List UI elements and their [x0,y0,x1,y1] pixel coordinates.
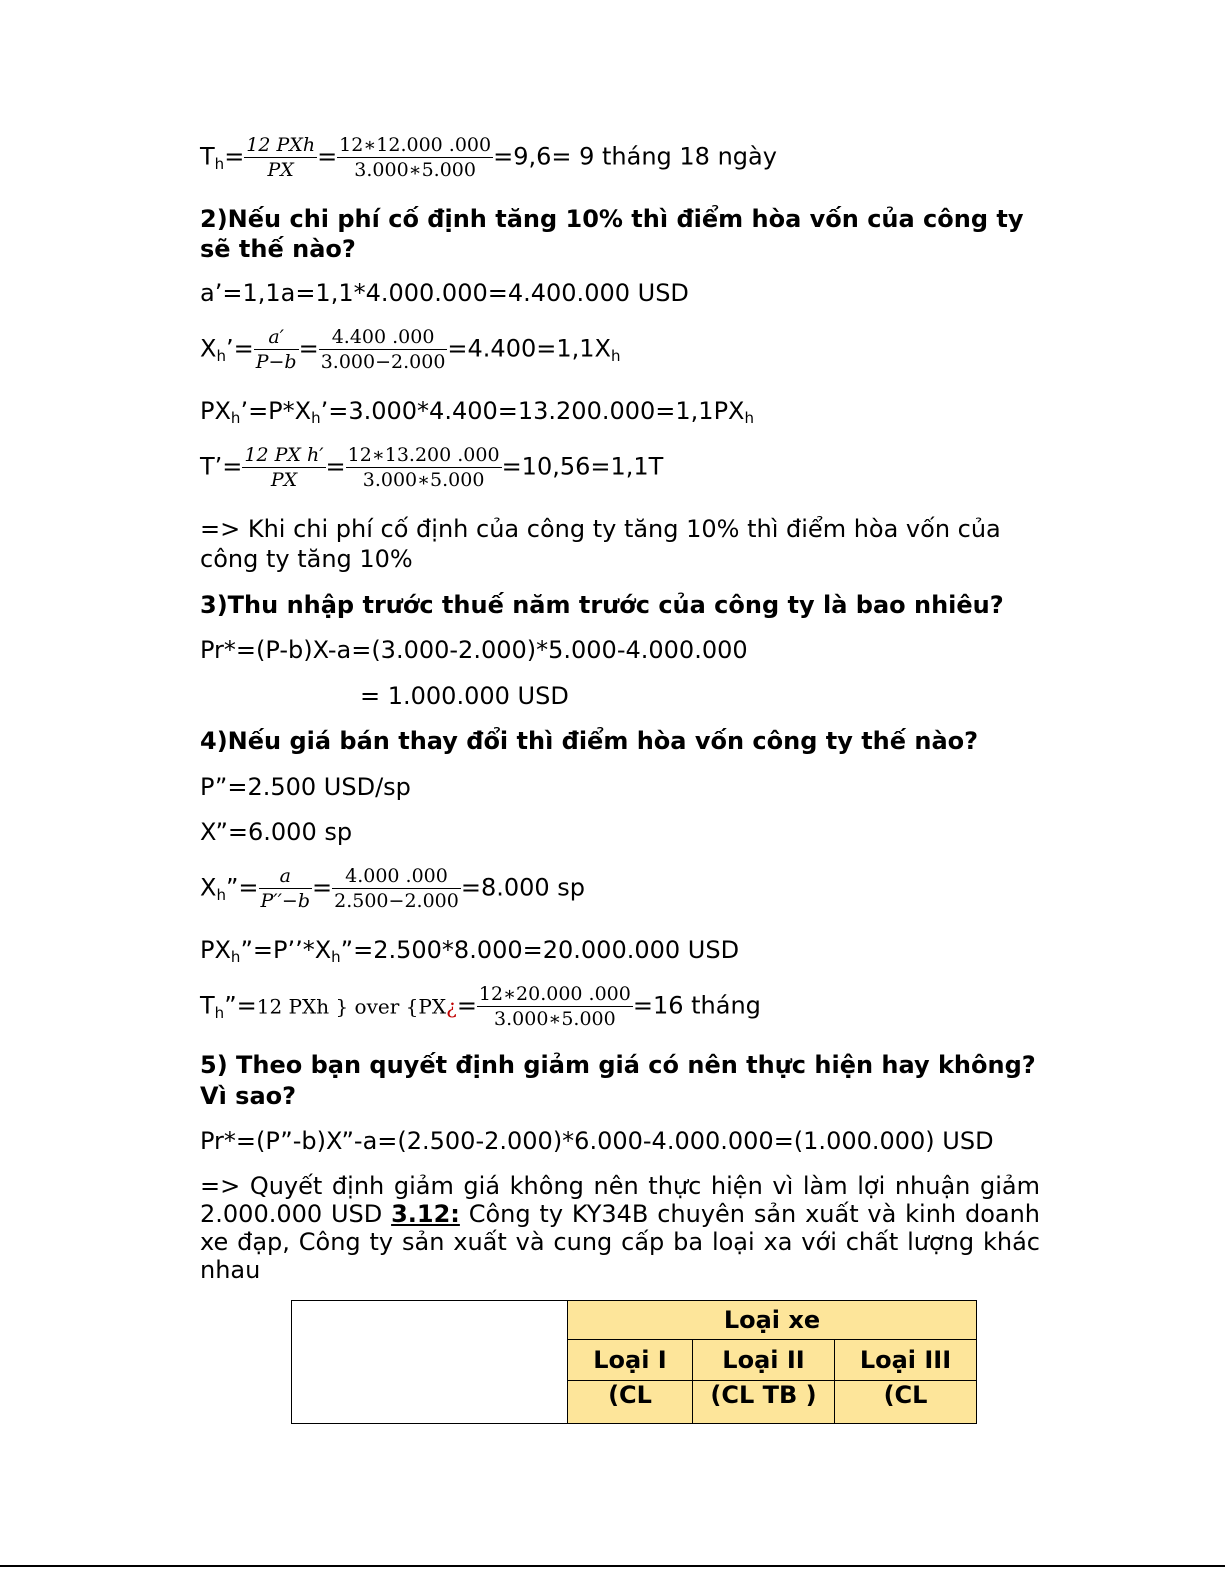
broken-equation-text: 12 PXh } over {PX [256,994,447,1019]
t-prime-symbol: T’= [200,452,243,481]
fraction-denominator: PX [270,469,298,491]
formula-part: ”=2.500*8.000=20.000.000 USD [340,936,740,964]
th-formula [200,133,777,182]
fraction-numerator: a [259,864,313,889]
fraction-numerator: 12 PX h′ [244,444,324,466]
th-double-prime-result: =16 tháng [632,991,761,1020]
fraction-denominator: 3.000∗5.000 [354,159,476,181]
t-prime-fraction-2 [346,443,502,492]
pretax-income-result: = 1.000.000 USD [360,682,569,710]
xh-subscript: h [216,346,226,365]
table-empty-header-cell [292,1301,568,1424]
xh-double-prime-result: =8.000 sp [460,873,586,902]
t-prime-result: =10,56=1,1T [501,452,664,481]
bike-type-table [291,1300,977,1424]
xh-subscript: h [610,346,621,365]
xh-prime-result: =4.400=1,1X [447,334,611,363]
exercise-intro-text: Công ty KY34B chuyên sản xuất và kinh doanh xe đạp, Công ty sản xuất và cung cấp ba loại xa với chất lượng khác nhau [200,1200,1041,1284]
xh-subscript: h [216,885,226,904]
conclusion-5-text: => Quyết định giảm giá không nên thực hiện vì làm lợi nhuận giảm 2.000.000 USD [200,1172,1040,1228]
equals-sign: = [224,142,245,171]
subscript: h [230,948,241,966]
xh-prime-formula [200,325,620,374]
fraction-denominator: 3.000∗5.000 [362,469,485,491]
fraction-denominator: P−b [255,351,297,373]
t-prime-fraction-1 [242,443,325,492]
subscript: h [230,409,241,427]
table-column-header: Loại II [693,1340,835,1381]
fraction-numerator: 12∗12.000 .000 [339,134,492,156]
subscript: h [331,948,341,966]
equals-sign: = [298,334,319,363]
th-double-prime-mark: ”= [224,991,257,1020]
question-4-heading: 4)Nếu giá bán thay đổi thì điểm hòa vốn công ty thế nào? [200,727,979,755]
th-symbol: T [200,991,215,1020]
formula-part: PX [200,936,231,964]
conclusion-2: => Khi chi phí cố định của công ty tăng 10% thì điểm hòa vốn của công ty tăng 10% [200,515,1001,573]
xh-symbol: X [200,334,217,363]
xh-double-prime-fraction-1 [259,864,313,913]
th-fraction-1 [244,133,317,182]
table-group-header: Loại xe [568,1301,977,1340]
table-column-subheader: (CL [568,1381,693,1424]
fraction-denominator: 3.000−2.000 [320,351,446,373]
th-double-prime-formula [200,982,761,1031]
equals-sign: = [317,142,338,171]
th-double-prime-fraction [477,982,633,1031]
t-prime-formula [200,443,663,492]
equals-sign: = [325,452,346,481]
formula-part: ’=P*X [240,397,312,425]
pretax-income-formula: Pr*=(P-b)X-a=(3.000-2.000)*5.000-4.000.000 [200,636,748,664]
formula-part: ”=P’’*X [240,936,332,964]
xh-prime-fraction-2 [319,325,448,374]
th-subscript: h [214,154,225,173]
pxh-prime-formula [200,396,754,429]
broken-equation-mark: ¿ [446,994,457,1019]
xh-symbol: X [200,873,217,902]
conclusion-5-paragraph [200,1172,1040,1284]
fraction-numerator: 4.400 .000 [319,325,448,350]
equals-sign: = [312,873,333,902]
page-bottom-rule [0,1565,1225,1567]
equals-sign: = [456,991,477,1020]
table-column-subheader: (CL [835,1381,977,1424]
xh-prime-fraction-1 [254,325,299,374]
question-5-heading: 5) Theo bạn quyết định giảm giá có nên thực hiện hay không? Vì sao? [200,1051,1036,1110]
new-price-line: P”=2.500 USD/sp [200,773,411,801]
fraction-numerator: a′ [254,325,299,350]
fraction-denominator: P′′−b [260,890,311,912]
th-fraction-2 [337,133,493,182]
table-column-header: Loại III [835,1340,977,1381]
fraction-numerator: 12∗20.000 .000 [478,983,631,1005]
table-column-subheader: (CL TB ) [693,1381,835,1424]
th-result: =9,6= 9 tháng 18 ngày [493,142,777,171]
subscript: h [311,409,321,427]
fraction-denominator: PX [267,159,294,181]
a-prime-line: a’=1,1a=1,1*4.000.000=4.400.000 USD [200,279,689,307]
subscript: h [744,409,754,427]
xh-double-prime-fraction-2 [332,864,461,913]
th-subscript: h [214,1003,225,1022]
question-2-heading: 2)Nếu chi phí cố định tăng 10% thì điểm hòa vốn của công ty sẽ thế nào? [200,205,1024,263]
formula-part: PX [200,397,231,425]
pxh-double-prime-formula [200,935,739,968]
fraction-numerator: 12 PXh [246,134,316,156]
fraction-denominator: 3.000∗5.000 [494,1008,616,1030]
table-column-header: Loại I [568,1340,693,1381]
new-quantity-line: X”=6.000 sp [200,818,353,846]
exercise-number: 3.12: [391,1200,460,1228]
th-symbol: T [200,142,215,171]
fraction-numerator: 4.000 .000 [332,864,461,889]
xh-double-prime-formula [200,864,585,913]
fraction-numerator: 12∗13.200 .000 [347,444,500,466]
question-3-heading: 3)Thu nhập trước thuế năm trước của công ty là bao nhiêu? [200,591,1004,619]
xh-prime-mark: ’= [225,334,254,363]
xh-double-prime-mark: ”= [225,873,259,902]
profit-after-price-cut: Pr*=(P”-b)X”-a=(2.500-2.000)*6.000-4.000.000=(1.000.000) USD [200,1127,994,1155]
fraction-denominator: 2.500−2.000 [334,890,459,912]
formula-part: ’=3.000*4.400=13.200.000=1,1PX [320,397,745,425]
